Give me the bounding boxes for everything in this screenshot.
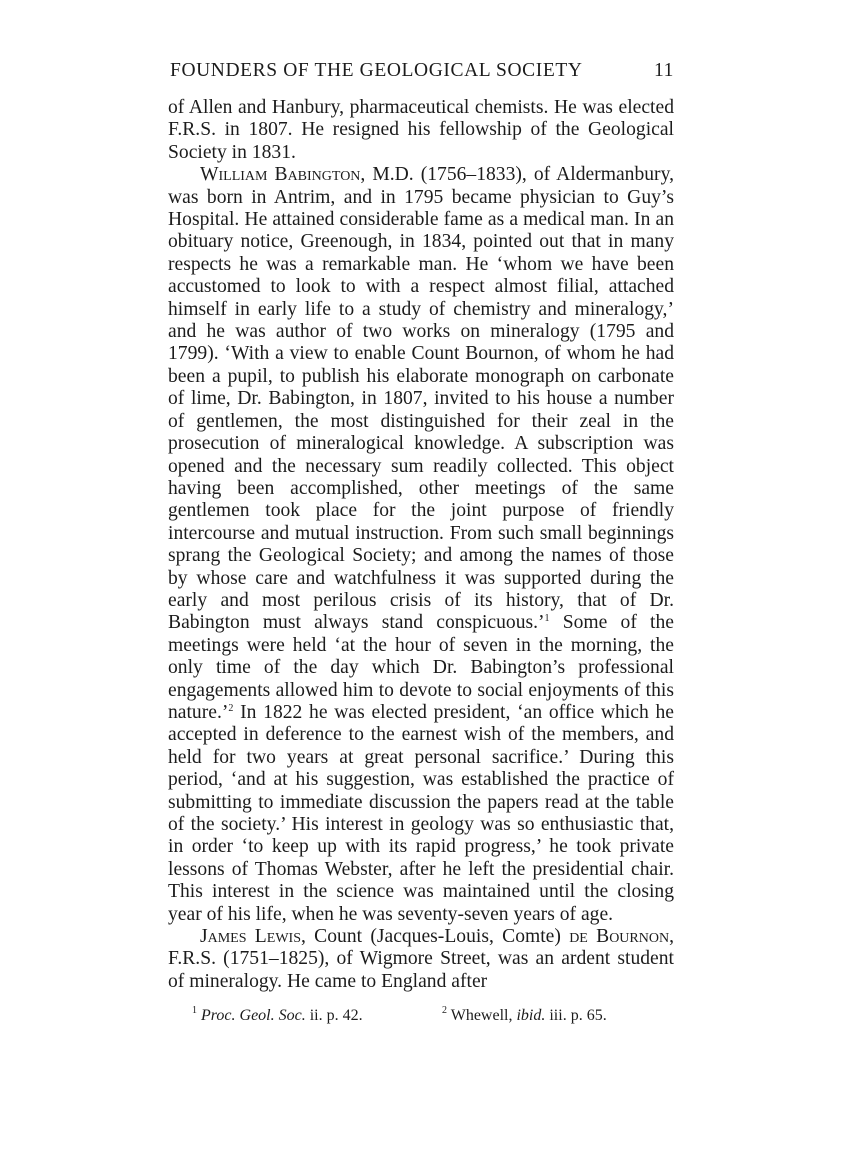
footnote-text: ii. p. 42. — [305, 1007, 363, 1025]
footnote-2 — [442, 1007, 607, 1025]
book-page — [168, 58, 674, 1031]
paragraph-babington — [168, 164, 674, 926]
paragraph-text: of Allen and Hanbury, pharmaceutical chemists. He was elected F.R.S. in 1807. He resigned his fellowship of the Geological Society in 1831. — [168, 97, 674, 163]
footnote-mark: 1 — [192, 1005, 197, 1017]
paragraph-text: M.D. (1756–1833), of Aldermanbury, was born in Antrim, and in 1795 became physician to Guy’s Hospital. He attained considerable fame as a medical man. In an obituary notice, Greenough, in 1834, pointed out that in many respects he was a remarkable man. He ‘whom we have been accustomed to look to with a respect almost filial, attached himself in early life to a study of chemistry and mineralogy,’ and he was author of two works on mineralogy (1795 and 1799). ‘With a view to enable Count Bournon, of whom he had been a pupil, to publish his elaborate monograph on carbonate of lime, Dr. Babington, in 1807, invited to his house a number of gentlemen, the most distinguished for their zeal in the prosecution of mineralogical knowledge. A subscription was opened and the necessary sum readily collected. This object having been accomplished, other meetings of the same gentlemen took place for the joint purpose of friendly intercourse and mutual instruction. From such small beginnings sprang the Geological Society; and among the names of those by whose care and watchfulness it was supported during the early and most perilous crisis of its history, that of Dr. Babington must always stand conspicuous.’ — [168, 164, 674, 634]
paragraph-text: Count (Jacques-Louis, Comte) — [305, 926, 570, 948]
footnote-ref-1: 1 — [544, 613, 550, 625]
paragraph-text: Some of the meetings were held ‘at the hour of seven in the morning, the only time of the day which Dr. Babington’s professional engagements allowed him to devote to social enjoyments of this nature.’ — [168, 612, 674, 723]
footnote-mark: 2 — [442, 1005, 447, 1017]
entry-name-james-lewis: James Lewis, — [200, 926, 306, 948]
footnote-citation: Proc. Geol. Soc. — [201, 1007, 306, 1025]
paragraph-allen-hanbury — [168, 97, 674, 164]
footnotes — [168, 1007, 674, 1031]
page-number: 11 — [654, 60, 674, 81]
footnote-text: iii. p. 65. — [545, 1007, 607, 1025]
footnote-text: Whewell, — [447, 1007, 517, 1025]
paragraph-bournon — [168, 926, 674, 993]
footnote-1 — [192, 1007, 363, 1025]
running-header — [168, 58, 674, 90]
entry-name-de-bournon: de Bournon, — [569, 926, 674, 948]
entry-name-babington: William Babington, — [200, 164, 366, 186]
body-text — [168, 97, 674, 993]
running-title: FOUNDERS OF THE GEOLOGICAL SOCIETY — [170, 60, 583, 81]
footnote-citation: ibid. — [516, 1007, 546, 1025]
paragraph-text: In 1822 he was elected president, ‘an office which he accepted in deference to the earnest wish of the members, and held for two years at great personal sacrifice.’ During this period, ‘and at his suggestion, was established the practice of submitting to immediate discussion the papers read at the table of the society.’ His interest in geology was so enthusiastic that, in order ‘to keep up with its rapid progress,’ he took private lessons of Thomas Webster, after he left the presidential chair. This interest in the science was maintained until the closing year of his life, when he was seventy-seven years of age. — [168, 701, 674, 925]
paragraph-text: F.R.S. (1751–1825), of Wigmore Street, was an ardent student of mineralogy. He came to England after — [168, 948, 674, 992]
footnote-ref-2: 2 — [228, 702, 234, 714]
